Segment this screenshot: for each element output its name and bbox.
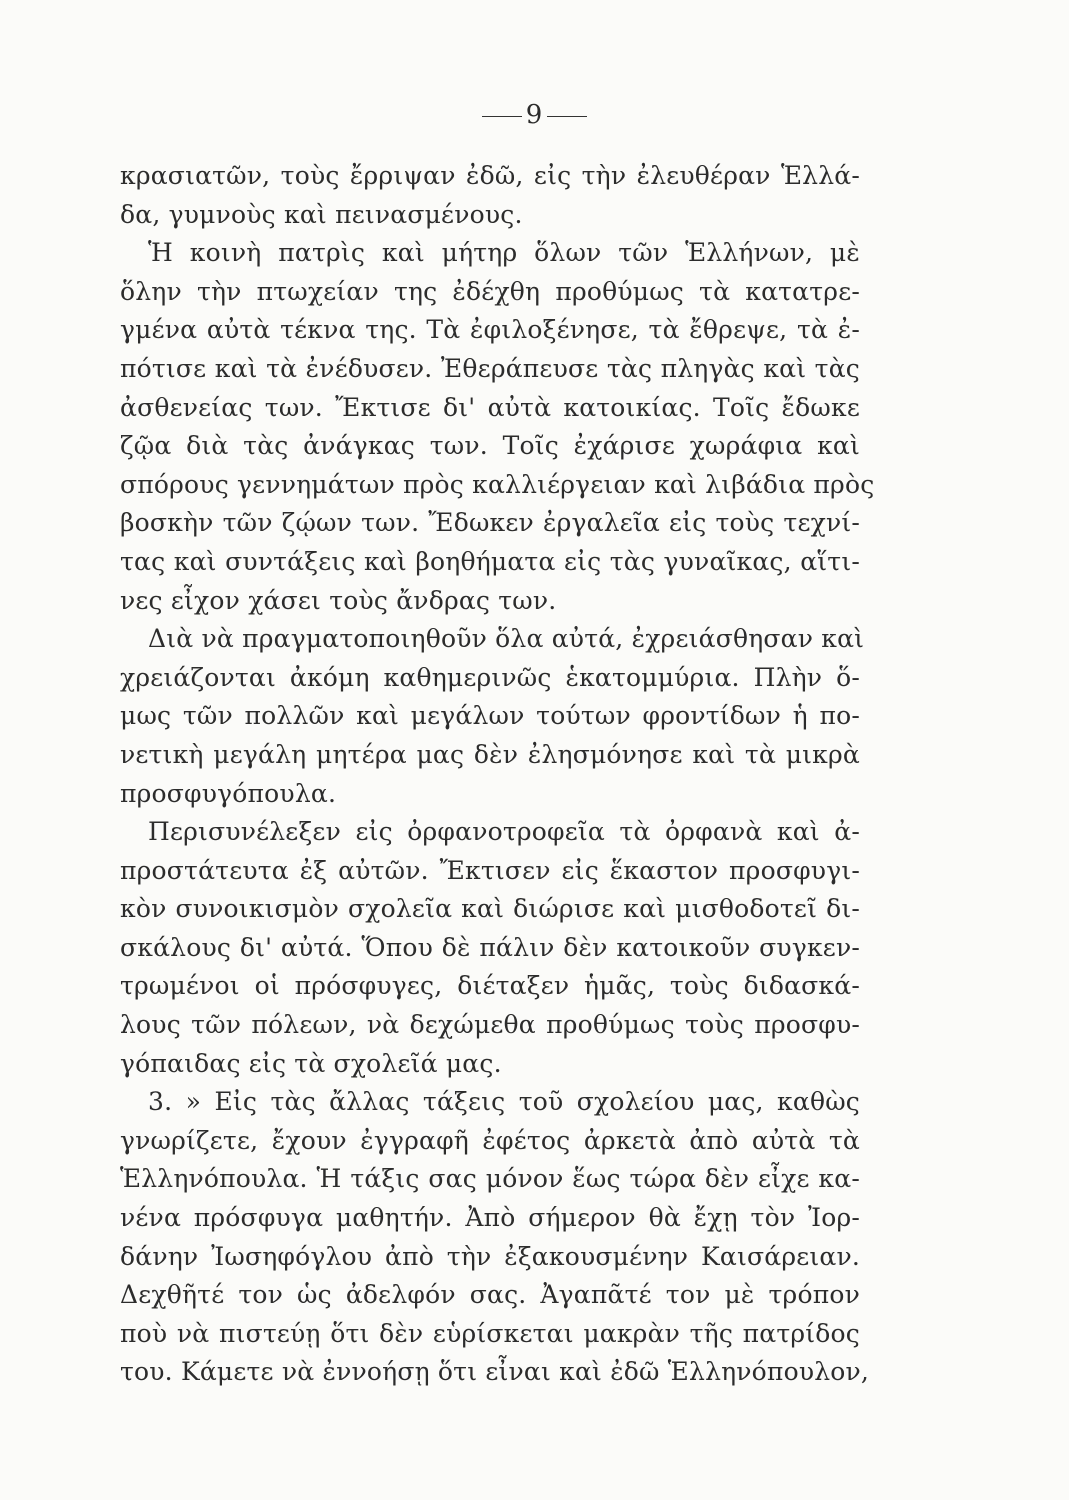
text-line: Περισυνέλεξεν εἰς ὀρφανοτροφεῖα τὰ ὀρφανὰ καὶ ἀ-	[148, 817, 860, 847]
text-line: κὸν συνοικισμὸν σχολεῖα καὶ διώρισε καὶ μισθοδοτεῖ δι-	[120, 894, 860, 924]
text-line: ἀσθενείας των. Ἔκτισε δι' αὐτὰ κατοικίας. Τοῖς ἔδωκε	[120, 392, 860, 422]
page-number-dash-left	[482, 116, 522, 117]
text-line: νένα πρόσφυγα μαθητήν. Ἀπὸ σήμερον θὰ ἔχῃ τὸν Ἰορ-	[120, 1203, 860, 1233]
text-line: κρασιατῶν, τοὺς ἔρριψαν ἐδῶ, εἰς τὴν ἐλευθέραν Ἑλλά-	[120, 161, 860, 190]
text-line: του. Κάμετε νὰ ἐννοήσῃ ὅτι εἶναι καὶ ἐδῶ Ἑλληνόπουλον,	[120, 1357, 870, 1387]
text-line: γνωρίζετε, ἔχουν ἐγγραφῆ ἐφέτος ἀρκετὰ ἀπὸ αὐτὰ τὰ	[120, 1125, 860, 1155]
text-line: γμένα αὐτὰ τέκνα της. Τὰ ἐφιλοξένησε, τὰ ἔθρεψε, τὰ ἐ-	[120, 315, 860, 345]
text-line: δα, γυμνοὺς καὶ πεινασμένους.	[120, 199, 523, 229]
text-line: χρειάζονται ἀκόμη καθημερινῶς ἑκατομμύρια. Πλὴν ὅ-	[120, 662, 860, 692]
text-line: σκάλους δι' αὐτά. Ὅπου δὲ πάλιν δὲν κατοικοῦν συγκεν-	[120, 932, 860, 962]
text-line: λους τῶν πόλεων, νὰ δεχώμεθα προθύμως τοὺς προσφυ-	[120, 1010, 860, 1040]
text-line: νετικὴ μεγάλη μητέρα μας δὲν ἐλησμόνησε καὶ τὰ μικρὰ	[120, 739, 860, 769]
text-line: Ἑλληνόπουλα. Ἡ τάξις σας μόνον ἕως τώρα δὲν εἶχε κα-	[120, 1164, 860, 1194]
text-line: τρωμένοι οἱ πρόσφυγες, διέταξεν ἡμᾶς, τοὺς διδασκά-	[120, 971, 860, 1001]
text-line: Διὰ νὰ πραγματοποιηθοῦν ὅλα αὐτά, ἐχρειάσθησαν καὶ	[148, 624, 865, 654]
body-text	[120, 157, 875, 1392]
page-number	[0, 100, 1069, 130]
text-line: γόπαιδας εἰς τὰ σχολεῖά μας.	[120, 1048, 502, 1078]
text-line: μως τῶν πολλῶν καὶ μεγάλων τούτων φροντίδων ἡ πο-	[120, 701, 860, 731]
page-number-value: 9	[525, 100, 544, 130]
text-line: 3. » Εἰς τὰς ἄλλας τάξεις τοῦ σχολείου μας, καθὼς	[148, 1087, 860, 1117]
text-line: ζῷα διὰ τὰς ἀνάγκας των. Τοῖς ἐχάρισε χωράφια καὶ	[120, 431, 860, 461]
text-line: ποὺ νὰ πιστεύῃ ὅτι δὲν εὑρίσκεται μακρὰν τῆς πατρίδος	[120, 1318, 860, 1348]
text-line: πότισε καὶ τὰ ἐνέδυσεν. Ἐθεράπευσε τὰς πληγὰς καὶ τὰς	[120, 353, 860, 383]
text-line: δάνην Ἰωσηφόγλου ἀπὸ τὴν ἐξακουσμένην Καισάρειαν.	[120, 1241, 860, 1271]
text-line: τας καὶ συντάξεις καὶ βοηθήματα εἰς τὰς γυναῖκας, αἵτι-	[120, 546, 860, 576]
text-line: ὅλην τὴν πτωχείαν της ἐδέχθη προθύμως τὰ κατατρε-	[120, 276, 860, 306]
text-line: βοσκὴν τῶν ζῴων των. Ἔδωκεν ἐργαλεῖα εἰς τοὺς τεχνί-	[120, 508, 860, 538]
text-line: προσφυγόπουλα.	[120, 778, 337, 808]
text-line: νες εἶχον χάσει τοὺς ἄνδρας των.	[120, 585, 557, 615]
text-line: προστάτευτα ἐξ αὐτῶν. Ἔκτισεν εἰς ἕκαστον προσφυγι-	[120, 855, 860, 885]
page-number-dash-right	[547, 116, 587, 117]
text-line: Δεχθῆτέ τον ὡς ἀδελφόν σας. Ἀγαπᾶτέ τον μὲ τρόπον	[120, 1280, 860, 1310]
text-line: σπόρους γεννημάτων πρὸς καλλιέργειαν καὶ λιβάδια πρὸς	[120, 469, 875, 499]
text-line: Ἡ κοινὴ πατρὶς καὶ μήτηρ ὅλων τῶν Ἑλλήνων, μὲ	[148, 238, 860, 268]
